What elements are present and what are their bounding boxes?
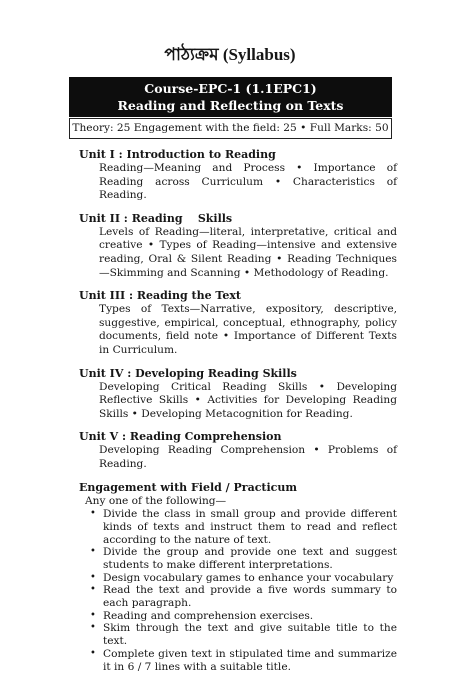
unit-4 [79, 366, 397, 422]
list-item-text: Skim through the text and give suitable title to the text. [103, 622, 397, 647]
unit-heading: Unit V : Reading Comprehension [79, 429, 397, 444]
list-item-text: Design vocabulary games to enhance your vocabulary [103, 572, 393, 584]
practicum-section [79, 480, 397, 673]
list-item [103, 572, 397, 585]
list-item [103, 648, 397, 673]
list-item [103, 622, 397, 647]
unit-5 [79, 429, 397, 471]
bullet-icon: • [90, 648, 96, 661]
bullet-icon: • [90, 584, 96, 597]
unit-body: Developing Reading Comprehension • Problems of Reading. [99, 444, 397, 471]
practicum-heading: Engagement with Field / Practicum [79, 480, 397, 495]
unit-heading: Unit II : Reading Skills [79, 211, 397, 226]
list-item-text: Divide the group and provide one text and suggest students to make different interpretations. [103, 546, 397, 571]
bullet-icon: • [90, 508, 96, 521]
list-item [103, 610, 397, 623]
page-title-english: (Syllabus) [223, 45, 296, 64]
page-title-bengali: পাঠ্যক্রম [164, 45, 218, 65]
unit-heading: Unit III : Reading the Text [79, 288, 397, 303]
list-item-text: Reading and comprehension exercises. [103, 610, 313, 622]
list-item [103, 584, 397, 609]
unit-heading: Unit I : Introduction to Reading [79, 147, 397, 162]
list-item-text: Complete given text in stipulated time and summarize it in 6 / 7 lines with a suitable title. [103, 648, 397, 673]
list-item-text: Divide the class in small group and provide different kinds of texts and instruct them to read and reflect according to the nature of text. [103, 508, 397, 545]
unit-body: Reading—Meaning and Process • Importance of Reading across Curriculum • Characteristics of Reading. [99, 162, 397, 203]
bullet-icon: • [90, 622, 96, 635]
marks-line: Theory: 25 Engagement with the field: 25 • Full Marks: 50 [69, 118, 392, 139]
unit-3 [79, 288, 397, 357]
practicum-list [79, 508, 397, 673]
list-item [103, 546, 397, 571]
bullet-icon: • [90, 572, 96, 585]
unit-body: Types of Texts—Narrative, expository, descriptive, suggestive, empirical, conceptual, ethnography, policy documents, field note • Importance of Different Texts in Curriculum. [99, 303, 397, 357]
list-item [103, 508, 397, 546]
bullet-icon: • [90, 610, 96, 623]
syllabus-content [79, 139, 397, 673]
unit-2 [79, 211, 397, 280]
bullet-icon: • [90, 546, 96, 559]
unit-body: Levels of Reading—literal, interpretative, critical and creative • Types of Reading—intensive and extensive reading, Oral & Silent Reading • Reading Techniques—Skimming and Scanning • Methodology of Reading. [99, 226, 397, 280]
course-code: Course-EPC-1 (1.1EPC1) [69, 80, 392, 97]
unit-1 [79, 147, 397, 203]
course-banner [69, 77, 392, 117]
page-title [0, 44, 460, 66]
list-item-text: Read the text and provide a five words summary to each paragraph. [103, 584, 397, 609]
unit-heading: Unit IV : Developing Reading Skills [79, 366, 397, 381]
unit-body: Developing Critical Reading Skills • Developing Reflective Skills • Activities for Developing Reading Skills • Developing Metacognition for Reading. [99, 381, 397, 422]
course-name: Reading and Reflecting on Texts [69, 97, 392, 114]
practicum-intro: Any one of the following— [85, 495, 397, 509]
